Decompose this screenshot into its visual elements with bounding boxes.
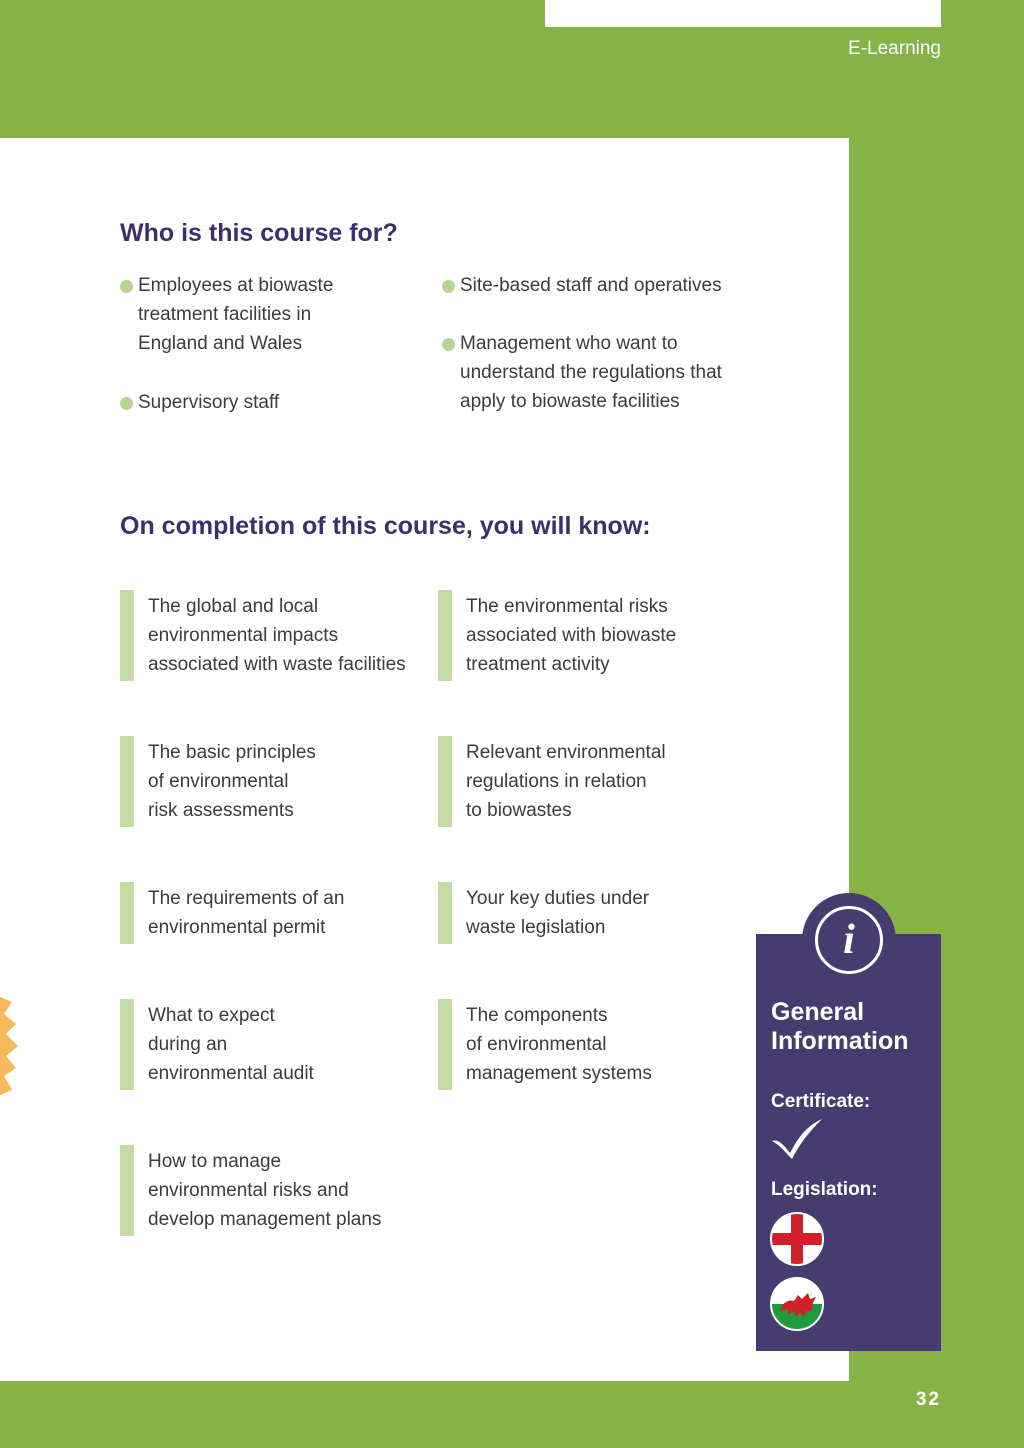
bullet-dot-icon xyxy=(442,338,455,351)
outcome-item: What to expect during an environmental audit xyxy=(120,999,314,1090)
outcome-bar xyxy=(120,1145,134,1236)
bullet-dot-icon xyxy=(120,397,133,410)
outcome-item: Your key duties under waste legislation xyxy=(438,882,649,944)
certificate-label: Certificate: xyxy=(771,1091,871,1112)
general-info-title: General Information xyxy=(771,998,909,1055)
wales-flag-icon xyxy=(770,1277,824,1331)
header-tab xyxy=(545,0,941,27)
outcome-item: The basic principles of environmental risk assessments xyxy=(120,736,316,827)
outcome-bar xyxy=(120,590,134,681)
outcome-bar xyxy=(438,882,452,944)
outcome-item: The environmental risks associated with biowaste treatment activity xyxy=(438,590,676,681)
audience-item: Management who want to understand the regulations that apply to biowaste facilities xyxy=(442,329,722,416)
info-icon: i xyxy=(815,906,883,974)
outcome-item: The global and local environmental impacts associated with waste facilities xyxy=(120,590,406,681)
audience-heading: Who is this course for? xyxy=(120,219,398,247)
outcome-bar xyxy=(120,882,134,944)
audience-item: Supervisory staff xyxy=(120,388,279,417)
audience-item: Employees at biowaste treatment facilities in England and Wales xyxy=(120,271,333,358)
bullet-dot-icon xyxy=(442,280,455,293)
outcome-item: How to manage environmental risks and develop management plans xyxy=(120,1145,381,1236)
england-flag-icon xyxy=(770,1212,824,1266)
section-label: E-Learning xyxy=(848,38,941,59)
outcome-bar xyxy=(438,999,452,1090)
outcome-item: The requirements of an environmental permit xyxy=(120,882,344,944)
checkmark-icon xyxy=(770,1117,824,1161)
outcome-bar xyxy=(438,590,452,681)
outcome-bar xyxy=(438,736,452,827)
legislation-label: Legislation: xyxy=(771,1179,878,1200)
outcome-item: Relevant environmental regulations in relation to biowastes xyxy=(438,736,666,827)
outcome-item: The components of environmental management systems xyxy=(438,999,652,1090)
audience-item: Site-based staff and operatives xyxy=(442,271,722,300)
outcome-bar xyxy=(120,736,134,827)
bullet-dot-icon xyxy=(120,280,133,293)
outcomes-heading: On completion of this course, you will know: xyxy=(120,512,651,540)
certificate-badge-icon xyxy=(0,960,36,1140)
page-number: 32 xyxy=(915,1389,941,1410)
outcome-bar xyxy=(120,999,134,1090)
